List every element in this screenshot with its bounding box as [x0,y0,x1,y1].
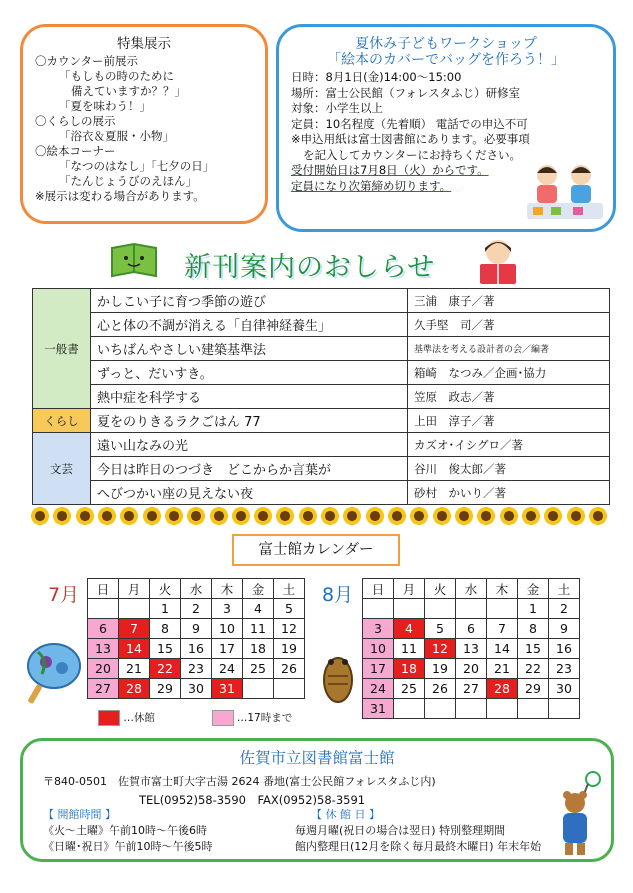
exhibit-title: 特集展示 [117,36,171,52]
calendar-day [456,699,487,719]
calendar-day: 15 [518,639,549,659]
sunflower-icon [476,506,496,526]
calendar-day [119,599,150,619]
calendar-day: 2 [181,599,212,619]
sunflower-icon [521,506,541,526]
book-author: 笠原 政志／著 [408,385,610,409]
table-row [33,385,610,409]
calendar-day: 5 [425,619,456,639]
calendar-day: 1 [518,599,549,619]
book-author: 箱崎 なつみ／企画･協力 [408,361,610,385]
sunflower-icon [566,506,586,526]
calendar-day: 10 [212,619,243,639]
book-title: 遠い山なみの光 [91,433,408,457]
book-author: 三浦 康子／著 [408,289,610,313]
sunflower-icon [209,506,229,526]
sunflower-icon [409,506,429,526]
workshop-note: を記入してカウンターにお持ちください。 [303,147,522,162]
calendar-day: 26 [425,679,456,699]
legend-pink-swatch [212,710,234,726]
opening-hours [43,807,213,855]
exhibit-line: 〇くらしの展示 [35,114,116,128]
calendar-week-row [88,599,305,619]
girl-reading-icon [470,236,526,288]
weekday-header: 日 [363,579,394,599]
calendar-day: 27 [88,679,119,699]
book-author: 谷川 俊太郎／著 [408,457,610,481]
july-label: 7月 [48,584,80,606]
closed-days-line: 毎週月曜(祝日の場合は翌日) 特別整理期間 [295,824,506,837]
calendar-day: 19 [425,659,456,679]
book-title: いちばんやさしい建築基準法 [91,337,408,361]
july-calendar [87,578,305,699]
weekday-header: 火 [150,579,181,599]
exhibit-line: ※展示は変わる場合があります。 [35,189,205,203]
sunflower-icon [164,506,184,526]
calendar-day: 7 [119,619,150,639]
exhibit-line: 〇カウンター前展示 [35,54,139,68]
sunflower-icon [342,506,362,526]
calendar-day [425,699,456,719]
table-row [33,337,610,361]
exhibit-box [20,24,268,224]
opening-hours-label: 【 開館時間 】 [43,808,116,821]
sunflower-icon [320,506,340,526]
book-title: ずっと、だいすき。 [91,361,408,385]
calendar-day: 4 [394,619,425,639]
fan-icon [24,640,82,706]
weekday-header: 水 [456,579,487,599]
category-literature: 文芸 [33,433,91,505]
category-general: 一般書 [33,289,91,409]
august-calendar [362,578,580,719]
calendar-day: 1 [150,599,181,619]
calendar-day: 5 [274,599,305,619]
weekday-header: 月 [119,579,150,599]
calendar-week-row [88,679,305,699]
calendar-day: 18 [243,639,274,659]
weekday-header: 月 [394,579,425,599]
closed-days-label: 【 休 館 日 】 [311,808,380,821]
calendar-week-row [363,699,580,719]
calendar-day: 29 [150,679,181,699]
calendar-week-row [363,599,580,619]
calendar-day: 8 [518,619,549,639]
workshop-target: 対象：小学生以上 [291,101,383,115]
calendar-day [394,699,425,719]
weekday-header-row [88,579,305,599]
sunflower-divider [30,506,608,528]
table-row [33,457,610,481]
weekday-header: 火 [425,579,456,599]
workshop-box [276,24,616,232]
calendar-day: 14 [119,639,150,659]
calendar-day [425,599,456,619]
newbooks-table [32,288,610,505]
calendar-day: 18 [394,659,425,679]
workshop-place: 場所：富士公民館（フォレスタふじ）研修室 [291,85,521,100]
calendar-day: 24 [212,659,243,679]
closed-days [295,807,541,855]
book-title: 夏をのりきるラクごはん 77 [91,409,408,433]
workshop-date: 日時：8月1日(金)14:00～15:00 [291,70,462,84]
closed-days-line: 館内整理日(12月を除く毎月最終木曜日) 年末年始 [295,840,542,853]
calendar-day: 31 [363,699,394,719]
weekday-header: 土 [274,579,305,599]
weekday-header-row [363,579,580,599]
calendar-day [88,599,119,619]
calendar-day: 27 [456,679,487,699]
calendar-day: 22 [150,659,181,679]
table-row [33,289,610,313]
calendar-week-row [88,659,305,679]
cicada-icon [318,652,358,704]
calendar-day: 25 [243,659,274,679]
table-row [33,313,610,337]
calendar-day: 30 [181,679,212,699]
calendar-day: 23 [181,659,212,679]
calendar-day: 20 [88,659,119,679]
calendar-day: 16 [181,639,212,659]
book-title: 熱中症を科学する [91,385,408,409]
calendar-day: 20 [456,659,487,679]
calendar-week-row [363,639,580,659]
sunflower-icon [454,506,474,526]
weekday-header: 日 [88,579,119,599]
legend-closed-swatch [98,710,120,726]
weekday-header: 金 [518,579,549,599]
exhibit-line: 「もしもの時のために [59,69,174,83]
sunflower-icon [97,506,117,526]
weekday-header: 水 [181,579,212,599]
calendar-day: 8 [150,619,181,639]
exhibit-line: 〇絵本コーナー [35,144,116,158]
book-author: 久手堅 司／著 [408,313,610,337]
calendar-day: 15 [150,639,181,659]
opening-hours-sunday: 《日曜･祝日》午前10時～午後5時 [43,840,213,853]
sunflower-icon [52,506,72,526]
calendar-week-row [88,639,305,659]
sunflower-icon [499,506,519,526]
calendar-day: 21 [119,659,150,679]
calendar-day: 28 [119,679,150,699]
library-address: 〒840-0501 佐賀市富士町大字古湯 2624 番地(富士公民館フォレスタふじ内) [43,775,436,788]
library-name: 佐賀市立図書館富士館 [239,749,395,767]
opening-hours-weekday: 《火～土曜》午前10時～午後6時 [43,824,207,837]
calendar-day [549,699,580,719]
weekday-header: 金 [243,579,274,599]
calendar-day: 26 [274,659,305,679]
calendar-day: 13 [456,639,487,659]
calendar-day: 4 [243,599,274,619]
book-author: 上田 淳子／著 [408,409,610,433]
calendar-day [518,699,549,719]
sunflower-icon [119,506,139,526]
calendar-day [456,599,487,619]
sunflower-icon [30,506,50,526]
calendar-day: 28 [487,679,518,699]
book-title: へびつかい座の見えない夜 [91,481,408,505]
workshop-note: ※申込用紙は富士図書館にあります。必要事項 [291,132,530,146]
calendar-day: 9 [549,619,580,639]
calendar-day: 25 [394,679,425,699]
children-crafting-icon [521,157,607,223]
calendar-day: 10 [363,639,394,659]
calendar-day: 30 [549,679,580,699]
calendar-day: 3 [363,619,394,639]
library-info-box [20,738,614,862]
calendar-day [487,699,518,719]
calendar-week-row [363,659,580,679]
book-title: 心と体の不調が消える「自律神経養生」 [91,313,408,337]
calendar-day: 17 [212,639,243,659]
calendar-day: 7 [487,619,518,639]
book-title: 今日は昨日のつづき どこからか言葉が [91,457,408,481]
workshop-start: 受付開始日は7月8日（火）からです。 [291,163,489,177]
table-row [33,409,610,433]
calendar-day [243,679,274,699]
calendar-day: 9 [181,619,212,639]
exhibit-line: 「浴衣＆夏服・小物」 [59,129,174,143]
sunflower-icon [253,506,273,526]
exhibit-line: 「なつのはなし」「七夕の日」 [59,159,215,173]
calendar-day [394,599,425,619]
table-row [33,481,610,505]
table-row [33,361,610,385]
sunflower-icon [298,506,318,526]
workshop-close: 定員になり次第締め切ります。 [291,178,452,193]
exhibit-line: 「たんじょうびのえほん」 [59,174,197,188]
calendar-week-row [363,619,580,639]
calendar-week-row [363,679,580,699]
workshop-subtitle: 「絵本のカバーでバッグを作ろう！」 [327,51,565,68]
book-author: 基準法を考える設計者の会／編著 [408,337,610,361]
calendar-day [274,679,305,699]
book-title: かしこい子に育つ季節の遊び [91,289,408,313]
exhibit-line: 「夏を味わう！」 [59,99,151,113]
weekday-header: 木 [212,579,243,599]
sunflower-icon [365,506,385,526]
calendar-day [487,599,518,619]
calendar-day: 2 [549,599,580,619]
weekday-header: 土 [549,579,580,599]
sunflower-icon [231,506,251,526]
calendar-day: 19 [274,639,305,659]
category-living: くらし [33,409,91,433]
calendar-day: 13 [88,639,119,659]
book-icon [108,240,160,280]
exhibit-line: 備えていますか？？」 [71,84,186,98]
sunflower-icon [543,506,563,526]
calendar-day: 21 [487,659,518,679]
calendar-day: 11 [243,619,274,639]
sunflower-icon [142,506,162,526]
sunflower-icon [75,506,95,526]
calendar-day: 31 [212,679,243,699]
calendar-day: 12 [274,619,305,639]
weekday-header: 木 [487,579,518,599]
sunflower-icon [186,506,206,526]
calendar-legend [98,710,292,726]
calendar-day: 24 [363,679,394,699]
calendar-day: 14 [487,639,518,659]
calendar-day: 23 [549,659,580,679]
sunflower-icon [275,506,295,526]
newbooks-title: 新刊案内のおしらせ [184,252,436,283]
sunflower-icon [432,506,452,526]
sunflower-icon [387,506,407,526]
calendar-day: 16 [549,639,580,659]
calendar-day: 12 [425,639,456,659]
calendar-week-row [88,619,305,639]
calendar-day: 29 [518,679,549,699]
calendar-day: 3 [212,599,243,619]
bear-mascot-icon [553,771,603,861]
calendar-day: 6 [456,619,487,639]
calendar-day: 22 [518,659,549,679]
book-author: 砂村 かいり／著 [408,481,610,505]
table-row [33,433,610,457]
calendar-day: 6 [88,619,119,639]
calendar-day: 17 [363,659,394,679]
calendar-title: 富士館カレンダー [232,534,400,566]
library-phone: TEL(0952)58-3590 FAX(0952)58-3591 [139,793,366,807]
calendar-day [363,599,394,619]
workshop-title: 夏休み子どもワークショップ [355,36,537,52]
legend-pink-text: …17時まで [236,712,293,724]
august-label: 8月 [322,584,354,606]
calendar-day: 11 [394,639,425,659]
legend-closed-text: …休館 [123,712,155,724]
workshop-capacity: 定員：10名程度（先着順） 電話での申込不可 [291,116,528,131]
sunflower-icon [588,506,608,526]
book-author: カズオ･イシグロ／著 [408,433,610,457]
